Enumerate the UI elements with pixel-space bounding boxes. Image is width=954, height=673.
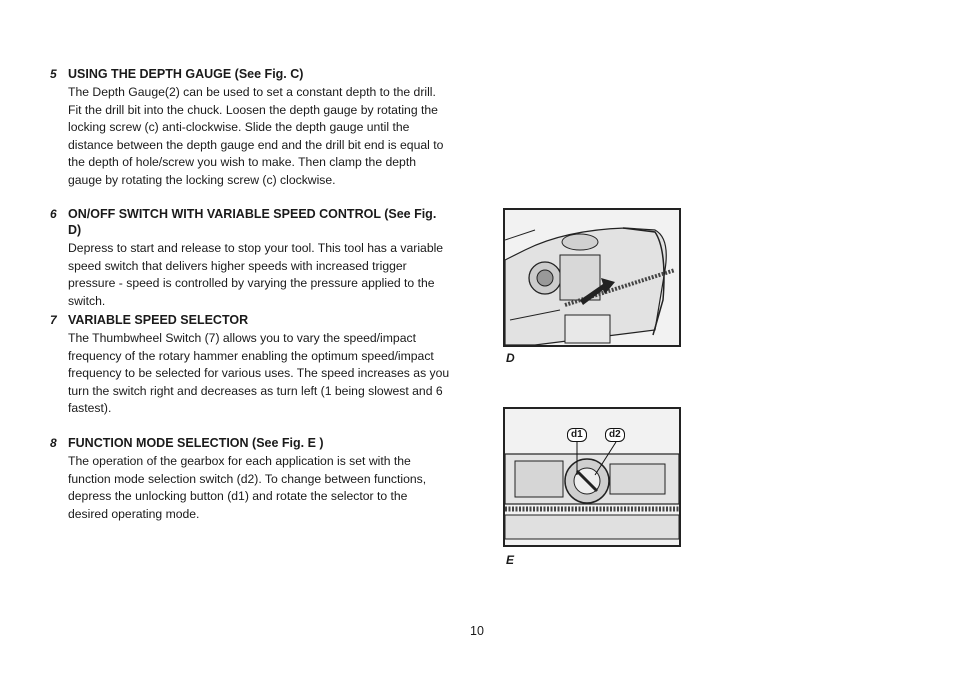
- page-number: 10: [470, 624, 484, 638]
- section-depth-gauge: [50, 66, 450, 189]
- section-heading: [50, 66, 450, 82]
- section-heading: [50, 435, 450, 451]
- section-on-off-switch: [50, 206, 450, 310]
- section-number: 6: [50, 207, 57, 221]
- section-heading: [50, 206, 450, 238]
- figure-d-image: [503, 208, 681, 347]
- section-title: VARIABLE SPEED SELECTOR: [68, 313, 249, 327]
- section-title: USING THE DEPTH GAUGE (See Fig. C): [68, 67, 304, 81]
- drill-mode-selector-illustration: [505, 409, 679, 545]
- section-heading: [50, 312, 450, 328]
- section-title: FUNCTION MODE SELECTION (See Fig. E ): [68, 436, 324, 450]
- section-function-mode: [50, 435, 450, 523]
- section-number: 7: [50, 313, 57, 327]
- section-body: The Thumbwheel Switch (7) allows you to vary the speed/impact frequency of the rotary hammer enabling the optimum speed/impact frequency to be selected for various uses. The speed increases as you turn the switch right and decreases as turn left (1 being slowest and 6 fastest).: [68, 331, 450, 415]
- figure-d-label: D: [506, 351, 515, 365]
- section-speed-selector: [50, 312, 450, 418]
- section-title: ON/OFF SWITCH WITH VARIABLE SPEED CONTROL (See Fig. D): [68, 207, 437, 237]
- figure-e-label: E: [506, 553, 515, 567]
- figure-e-image: [503, 407, 681, 547]
- callout-d2: d2: [605, 428, 625, 442]
- section-body: The Depth Gauge(2) can be used to set a constant depth to the drill. Fit the drill bit into the chuck. Loosen the depth gauge by rotating the locking screw (c) anti-clockwise. Slide the depth gauge until the distance between the depth gauge end and the drill bit end is equal to the depth of hole/screw you wish to make. Then clamp the depth gauge by rotating the locking screw (c) clockwise.: [68, 85, 444, 187]
- section-body: The operation of the gearbox for each application is set with the function mode selection switch (d2). To change between functions, depress the unlocking button (d1) and rotate the selector to the desired operating mode.: [68, 454, 427, 521]
- drill-switch-illustration: [505, 210, 679, 345]
- section-number: 5: [50, 67, 57, 81]
- section-number: 8: [50, 436, 57, 450]
- callout-d1: d1: [567, 428, 587, 442]
- section-body: Depress to start and release to stop your tool. This tool has a variable speed switch that delivers higher speeds with increased trigger pressure - speed is controlled by varying the pressure applied to the switch.: [68, 241, 444, 308]
